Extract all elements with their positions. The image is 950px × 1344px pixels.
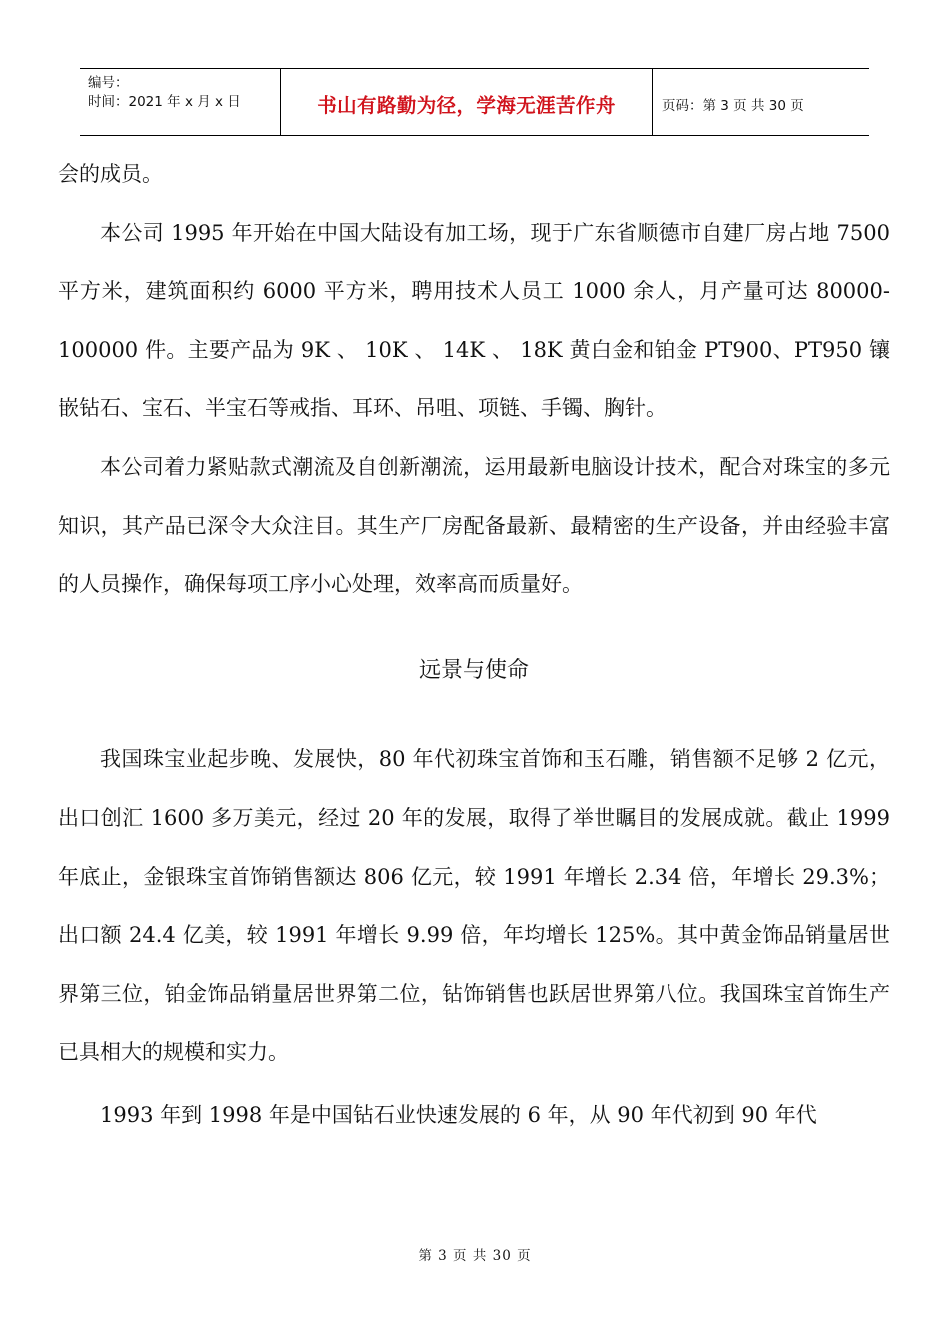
paragraph-company-design: 本公司着力紧贴款式潮流及自创新潮流，运用最新电脑设计技术，配合对珠宝的多元知识，其产品已深令大众注目。其生产厂房配备最新、最精密的生产设备，并由经验丰富的人员操作，确保每项工序小心处理，效率高而质量好。 [58, 454, 890, 597]
header-meta [80, 69, 281, 135]
header-page-info: 页码：第 3 页 共 30 页 [662, 98, 804, 114]
header-motto: 书山有路勤为径，学海无涯苦作舟 [317, 94, 616, 117]
paragraph-industry-growth: 我国珠宝业起步晚、发展快，80 年代初珠宝首饰和玉石雕，销售额不足够 2 亿元，出口创汇 1600 多万美元，经过 20 年的发展，取得了举世瞩目的发展成就。截止 1999 年底止，金银珠宝首饰销售额达 806 亿元，较 1991 年增长 2.34 倍，年增长 29.3%；出口额 24.4 亿美，较 1991 年增长 9.99 倍，年均增长 125%。其中黄金饰品销量居世界第三位，铂金饰品销量居世界第二位，钻饰销售也跃居世界第八位。我国珠宝首饰生产已具相大的规模和实力。 [58, 747, 890, 1065]
document-body [58, 145, 890, 1145]
document-time-label: 时间：2021 年 x 月 x 日 [88, 94, 241, 110]
header-motto-cell [281, 69, 653, 135]
page-footer: 第 3 页 共 30 页 [418, 1248, 532, 1264]
paragraph-diamond-industry: 1993 年到 1998 年是中国钻石业快速发展的 6 年，从 90 年代初到 90 年代 [100, 1102, 817, 1127]
paragraph-continuation: 会的成员。 [58, 162, 163, 186]
header-page-info-cell [653, 69, 869, 135]
paragraph-company-factory: 本公司 1995 年开始在中国大陆设有加工场，现于广东省顺德市自建厂房占地 7500 平方米，建筑面积约 6000 平方米，聘用技术人员工 1000 余人，月产量可达 80000-100000 件。主要产品为 9K 、 10K 、 14K 、 18K 黄白金和铂金 PT900、PT950 镶嵌钻石、宝石、半宝石等戒指、耳环、吊咀、项链、手镯、胸针。 [58, 220, 890, 421]
page-header [80, 68, 869, 136]
document-number-label: 编号： [88, 75, 129, 91]
section-heading: 远景与使命 [418, 657, 529, 683]
